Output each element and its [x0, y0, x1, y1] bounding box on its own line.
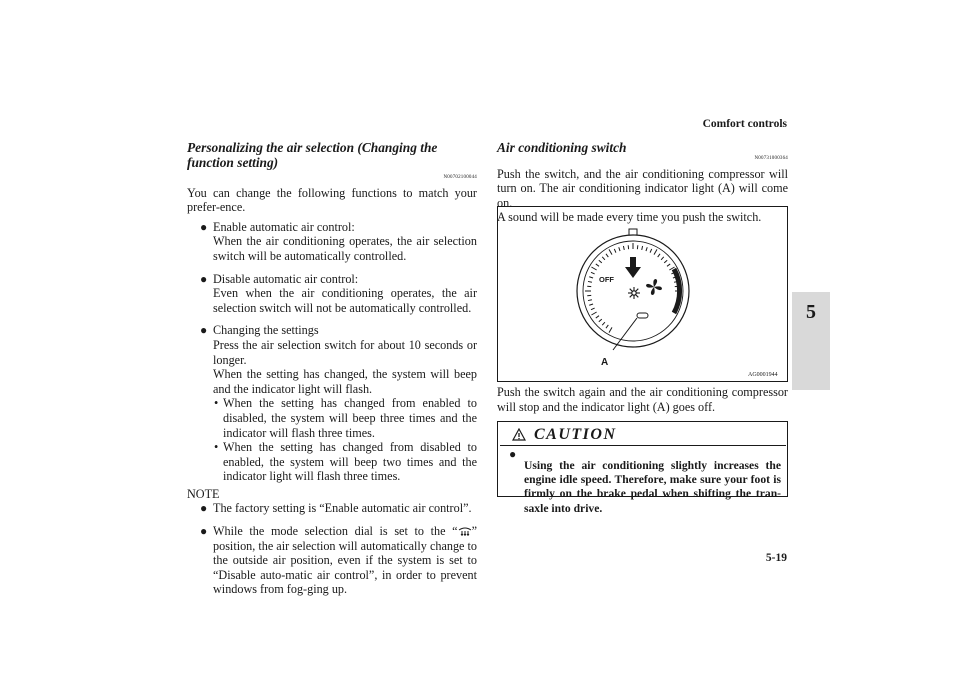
page-number: 5-19	[765, 552, 787, 564]
dial-tick	[642, 246, 643, 250]
list-item	[187, 272, 477, 316]
item-text: Press the air selection switch for about 10 seconds or longer.	[213, 337, 477, 367]
dial-tick	[658, 254, 660, 257]
note-label: NOTE	[187, 486, 220, 501]
bullet-icon: ●	[200, 524, 208, 539]
bullet-icon: ●	[509, 447, 517, 461]
note-text: The factory setting is “Enable automatic air control”.	[213, 501, 472, 516]
figure-ac-switch	[497, 206, 788, 382]
note-text-after: ” position, the air selection will automatically change to the outside air position, even if the system is set to “Disable auto-matic air control”, in order to prevent windows from fog-ging up.	[213, 524, 477, 597]
dial-tick	[602, 257, 605, 260]
dial-tick	[599, 260, 602, 263]
dial-tick	[588, 281, 592, 282]
dial-tick	[654, 249, 657, 254]
item-title: Disable automatic air control:	[213, 271, 359, 286]
dial-tick	[588, 300, 592, 301]
right-para-3: Push the switch again and the air conditioning compressor will stop and the indicator light (A) goes off.	[497, 385, 788, 414]
item-text: When the air conditioning operates, the air selection switch will be automatically controlled.	[213, 234, 477, 263]
caution-text: Using the air conditioning slightly increases the engine idle speed. Therefore, make sure your foot is firmly on the brake pedal when shifting the tran-saxle into drive.	[524, 458, 781, 515]
dial-tick	[609, 327, 612, 332]
ac-switch-illustration	[498, 207, 787, 381]
item-text: When the setting has changed, the system will beep and the indicator light will flash.	[213, 367, 477, 396]
callout-label: A	[601, 357, 609, 368]
warning-triangle-icon	[512, 428, 526, 441]
item-title: Changing the settings	[213, 323, 319, 338]
sub-list-item	[187, 440, 477, 484]
dial-tick	[602, 322, 605, 325]
dial-tick	[661, 257, 664, 260]
section-header: Comfort controls	[702, 118, 787, 130]
note-text	[213, 524, 477, 597]
dial-tick	[623, 246, 624, 250]
dial-tick	[606, 325, 608, 328]
note-item	[187, 524, 477, 597]
dial-tick	[609, 249, 612, 254]
list-item	[187, 220, 477, 264]
chapter-tab-number: 5	[806, 301, 816, 323]
sub-bullet-icon: •	[214, 396, 219, 411]
dial-tick	[664, 260, 667, 263]
right-section-code: N00731000364	[754, 156, 788, 161]
left-heading: Personalizing the air selection (Changing the function setting)	[187, 140, 438, 170]
sub-item-text: When the setting has changed from enabled to disabled, the system will beep three times and the indicator will flash three times.	[223, 396, 477, 440]
right-para-2: A sound will be made every time you push the switch.	[497, 210, 762, 225]
off-label: OFF	[599, 275, 614, 284]
caution-title: CAUTION	[534, 426, 617, 443]
caution-divider	[500, 445, 786, 446]
left-column	[187, 140, 477, 597]
sub-list-item	[187, 396, 477, 440]
dial-tick	[619, 247, 620, 251]
defrost-mode-icon	[458, 527, 472, 536]
dial-tick	[591, 267, 596, 270]
dial-tick	[596, 316, 599, 318]
right-column-lower	[497, 385, 788, 414]
pointer-arrow-icon	[625, 257, 641, 278]
dial-tick	[589, 304, 593, 305]
bullet-icon: ●	[200, 323, 208, 338]
item-title: Enable automatic air control:	[213, 219, 355, 234]
callout-line	[613, 318, 637, 350]
bullet-icon: ●	[200, 271, 208, 286]
snowflake-icon	[628, 287, 640, 299]
note-item	[187, 501, 477, 516]
dial-tick	[591, 308, 595, 310]
caution-box	[497, 421, 788, 515]
left-section-code: N00702100044	[443, 175, 477, 180]
list-item	[187, 323, 477, 396]
right-para-1: Push the switch, and the air conditioning compressor will turn on. The air conditioning indicator light (A) will come on.	[497, 166, 788, 210]
dial-tick	[646, 247, 647, 251]
dial-tick	[606, 254, 608, 257]
sub-item-text: When the setting has changed from disabled to enabled, the system will beep two times and the indicator light will flash three times.	[223, 440, 477, 484]
dial-tick	[650, 249, 652, 253]
sub-bullet-icon: •	[214, 440, 219, 455]
dial-tick	[667, 264, 670, 266]
left-intro: You can change the following functions to match your prefer-ence.	[187, 185, 477, 215]
dial-scale	[585, 243, 681, 333]
dial-tick	[599, 319, 602, 322]
fan-icon	[646, 279, 662, 295]
indicator-light	[637, 313, 648, 318]
chapter-tab	[792, 292, 830, 390]
bullet-icon: ●	[200, 501, 208, 516]
figure-code: AG0001944	[748, 372, 778, 378]
caution-item	[500, 447, 781, 528]
dial-tick	[591, 312, 596, 315]
bullet-icon: ●	[200, 219, 208, 234]
dial-tick	[589, 277, 593, 278]
dial-tick	[596, 264, 599, 266]
item-text: Even when the air conditioning operates, the air selection switch will not be automatically controlled.	[213, 286, 477, 315]
dial-tick	[591, 272, 595, 274]
note-text-before: While the mode selection dial is set to the “	[213, 524, 458, 539]
dial-tick	[614, 249, 616, 253]
right-heading: Air conditioning switch	[497, 140, 627, 155]
